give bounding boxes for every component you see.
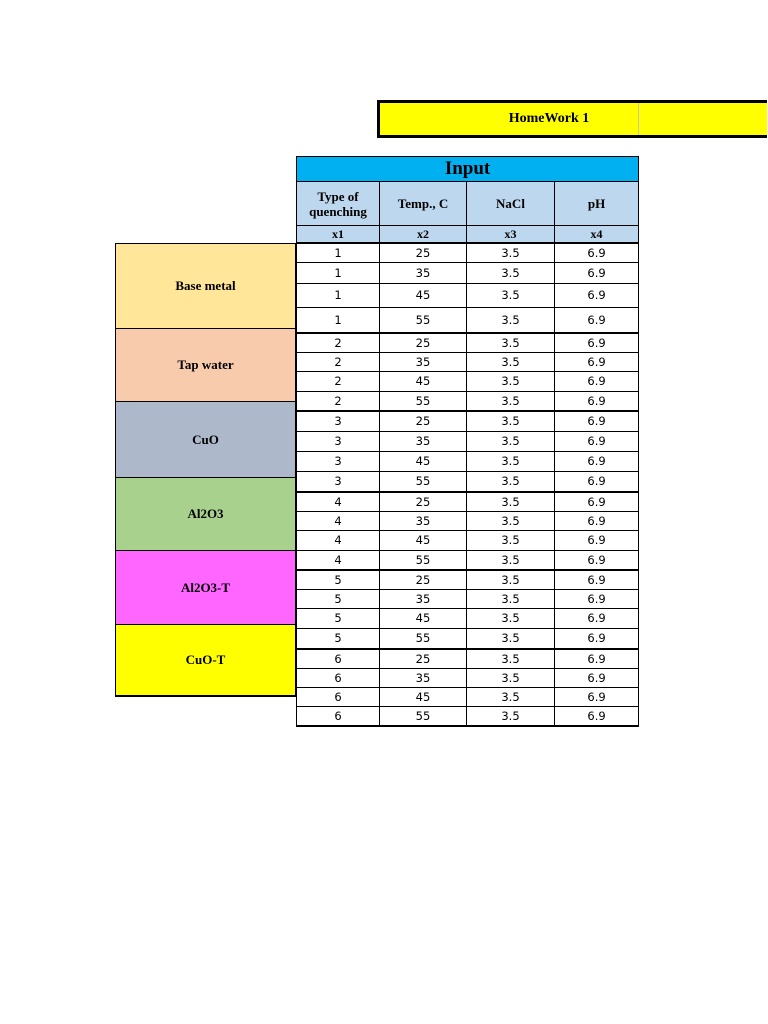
table-row [297, 628, 639, 649]
group-label-cell[interactable] [115, 328, 296, 402]
cell-temperature[interactable]: 55 [380, 628, 467, 649]
cell-nacl[interactable]: 3.5 [467, 649, 555, 669]
input-table-wrapper [296, 156, 639, 727]
table-row [297, 391, 639, 411]
cell-ph[interactable]: 6.9 [555, 352, 639, 371]
table-row [297, 352, 639, 371]
cell-temperature[interactable]: 35 [380, 511, 467, 530]
cell-quench-type[interactable]: 6 [297, 687, 380, 706]
cell-quench-type[interactable]: 6 [297, 668, 380, 687]
column-header-temperature[interactable]: Temp., C [380, 182, 467, 226]
group-label: Al2O3 [187, 506, 224, 521]
table-row [297, 687, 639, 706]
cell-nacl[interactable]: 3.5 [467, 530, 555, 550]
table-row [297, 283, 639, 307]
cell-nacl[interactable]: 3.5 [467, 352, 555, 371]
cell-temperature[interactable]: 25 [380, 492, 467, 512]
table-row [297, 262, 639, 283]
group-label: Base metal [175, 278, 236, 293]
cell-nacl[interactable]: 3.5 [467, 511, 555, 530]
cell-quench-type[interactable]: 5 [297, 589, 380, 608]
cell-nacl[interactable]: 3.5 [467, 628, 555, 649]
cell-quench-type[interactable]: 2 [297, 352, 380, 371]
cell-ph[interactable]: 6.9 [555, 262, 639, 283]
cell-nacl[interactable]: 3.5 [467, 411, 555, 432]
variable-header-x2[interactable]: x2 [380, 226, 467, 243]
table-row [297, 608, 639, 628]
cell-quench-type[interactable]: 4 [297, 492, 380, 512]
cell-quench-type[interactable]: 1 [297, 243, 380, 263]
table-row [297, 371, 639, 391]
table-row [297, 431, 639, 451]
table-row [297, 570, 639, 590]
cell-ph[interactable]: 6.9 [555, 608, 639, 628]
cell-temperature[interactable]: 25 [380, 649, 467, 669]
cell-ph[interactable]: 6.9 [555, 687, 639, 706]
cell-quench-type[interactable]: 4 [297, 511, 380, 530]
table-row [297, 668, 639, 687]
cell-nacl[interactable]: 3.5 [467, 451, 555, 471]
cell-ph[interactable]: 6.9 [555, 570, 639, 590]
variable-header-x1[interactable]: x1 [297, 226, 380, 243]
group-label: Al2O3-T [180, 579, 231, 595]
table-row [297, 492, 639, 512]
cell-temperature[interactable]: 45 [380, 283, 467, 307]
cell-nacl[interactable]: 3.5 [467, 570, 555, 590]
cell-temperature[interactable]: 25 [380, 333, 467, 353]
table-row [297, 589, 639, 608]
group-label: CuO [192, 431, 219, 447]
homework-title-cell[interactable] [380, 103, 638, 135]
column-header-nacl[interactable]: NaCl [467, 182, 555, 226]
cell-nacl[interactable]: 3.5 [467, 492, 555, 512]
cell-nacl[interactable]: 3.5 [467, 262, 555, 283]
cell-nacl[interactable]: 3.5 [467, 371, 555, 391]
cell-temperature[interactable]: 35 [380, 589, 467, 608]
cell-quench-type[interactable]: 4 [297, 530, 380, 550]
cell-quench-type[interactable]: 5 [297, 570, 380, 590]
table-row [297, 649, 639, 669]
cell-nacl[interactable]: 3.5 [467, 706, 555, 726]
cell-ph[interactable]: 6.9 [555, 307, 639, 333]
cell-quench-type[interactable]: 2 [297, 333, 380, 353]
group-label-cell[interactable] [115, 477, 296, 551]
cell-nacl[interactable]: 3.5 [467, 431, 555, 451]
cell-quench-type[interactable]: 6 [297, 706, 380, 726]
table-row [297, 550, 639, 570]
cell-ph[interactable]: 6.9 [555, 431, 639, 451]
title-cell-divider [638, 103, 639, 135]
cell-quench-type[interactable]: 6 [297, 649, 380, 669]
cell-nacl[interactable]: 3.5 [467, 283, 555, 307]
cell-nacl[interactable]: 3.5 [467, 307, 555, 333]
cell-temperature[interactable]: 35 [380, 262, 467, 283]
cell-quench-type[interactable]: 1 [297, 307, 380, 333]
cell-temperature[interactable]: 35 [380, 352, 467, 371]
cell-ph[interactable]: 6.9 [555, 492, 639, 512]
cell-temperature[interactable]: 55 [380, 550, 467, 570]
table-row [297, 243, 639, 263]
column-header-type-of-quenching[interactable]: Type of quenching [297, 182, 380, 226]
cell-nacl[interactable]: 3.5 [467, 391, 555, 411]
table-row [297, 706, 639, 726]
cell-quench-type[interactable]: 3 [297, 451, 380, 471]
group-label: CuO-T [185, 652, 226, 667]
cell-ph[interactable]: 6.9 [555, 333, 639, 353]
cell-ph[interactable]: 6.9 [555, 649, 639, 669]
cell-temperature[interactable]: 25 [380, 411, 467, 432]
table-row [297, 530, 639, 550]
cell-nacl[interactable]: 3.5 [467, 608, 555, 628]
table-row [297, 333, 639, 353]
cell-ph[interactable]: 6.9 [555, 471, 639, 492]
group-label-cell[interactable] [115, 550, 296, 625]
cell-temperature[interactable]: 35 [380, 431, 467, 451]
cell-ph[interactable]: 6.9 [555, 589, 639, 608]
cell-ph[interactable]: 6.9 [555, 706, 639, 726]
cell-ph[interactable]: 6.9 [555, 530, 639, 550]
homework-title: HomeWork 1 [508, 111, 590, 126]
cell-ph[interactable]: 6.9 [555, 550, 639, 570]
cell-temperature[interactable]: 55 [380, 706, 467, 726]
cell-nacl[interactable]: 3.5 [467, 243, 555, 263]
cell-quench-type[interactable]: 3 [297, 471, 380, 492]
cell-quench-type[interactable]: 3 [297, 431, 380, 451]
cell-temperature[interactable]: 25 [380, 243, 467, 263]
cell-temperature[interactable]: 25 [380, 570, 467, 590]
cell-temperature[interactable]: 55 [380, 307, 467, 333]
cell-ph[interactable]: 6.9 [555, 511, 639, 530]
cell-ph[interactable]: 6.9 [555, 243, 639, 263]
variable-header-x3[interactable]: x3 [467, 226, 555, 243]
cell-nacl[interactable]: 3.5 [467, 687, 555, 706]
cell-quench-type[interactable]: 1 [297, 262, 380, 283]
table-row [297, 451, 639, 471]
cell-quench-type[interactable]: 5 [297, 628, 380, 649]
cell-ph[interactable]: 6.9 [555, 391, 639, 411]
column-header-ph[interactable]: pH [555, 182, 639, 226]
cell-ph[interactable]: 6.9 [555, 411, 639, 432]
input-table-body [297, 243, 639, 726]
group-label: Tap water [177, 357, 234, 372]
cell-temperature[interactable]: 45 [380, 608, 467, 628]
cell-quench-type[interactable]: 3 [297, 411, 380, 432]
cell-quench-type[interactable]: 1 [297, 283, 380, 307]
cell-ph[interactable]: 6.9 [555, 283, 639, 307]
cell-temperature[interactable]: 45 [380, 530, 467, 550]
cell-nacl[interactable]: 3.5 [467, 550, 555, 570]
cell-ph[interactable]: 6.9 [555, 451, 639, 471]
group-label-cell[interactable] [115, 401, 296, 478]
cell-ph[interactable]: 6.9 [555, 668, 639, 687]
cell-temperature[interactable]: 45 [380, 371, 467, 391]
cell-temperature[interactable]: 45 [380, 451, 467, 471]
variable-header-x4[interactable]: x4 [555, 226, 639, 243]
group-label-cell[interactable] [115, 624, 296, 697]
table-row [297, 511, 639, 530]
cell-temperature[interactable]: 45 [380, 687, 467, 706]
cell-temperature[interactable]: 55 [380, 471, 467, 492]
cell-temperature[interactable]: 55 [380, 391, 467, 411]
input-table [296, 156, 639, 727]
table-row [297, 411, 639, 432]
group-label-cell[interactable] [115, 243, 296, 329]
cell-quench-type[interactable]: 2 [297, 391, 380, 411]
cell-quench-type[interactable]: 5 [297, 608, 380, 628]
cell-nacl[interactable]: 3.5 [467, 589, 555, 608]
cell-nacl[interactable]: 3.5 [467, 333, 555, 353]
cell-nacl[interactable]: 3.5 [467, 471, 555, 492]
table-row [297, 307, 639, 333]
cell-ph[interactable]: 6.9 [555, 371, 639, 391]
homework-title-bar [377, 100, 767, 138]
cell-temperature[interactable]: 35 [380, 668, 467, 687]
input-section-title: Input [297, 157, 639, 182]
cell-nacl[interactable]: 3.5 [467, 668, 555, 687]
cell-quench-type[interactable]: 2 [297, 371, 380, 391]
table-row [297, 471, 639, 492]
cell-ph[interactable]: 6.9 [555, 628, 639, 649]
cell-quench-type[interactable]: 4 [297, 550, 380, 570]
